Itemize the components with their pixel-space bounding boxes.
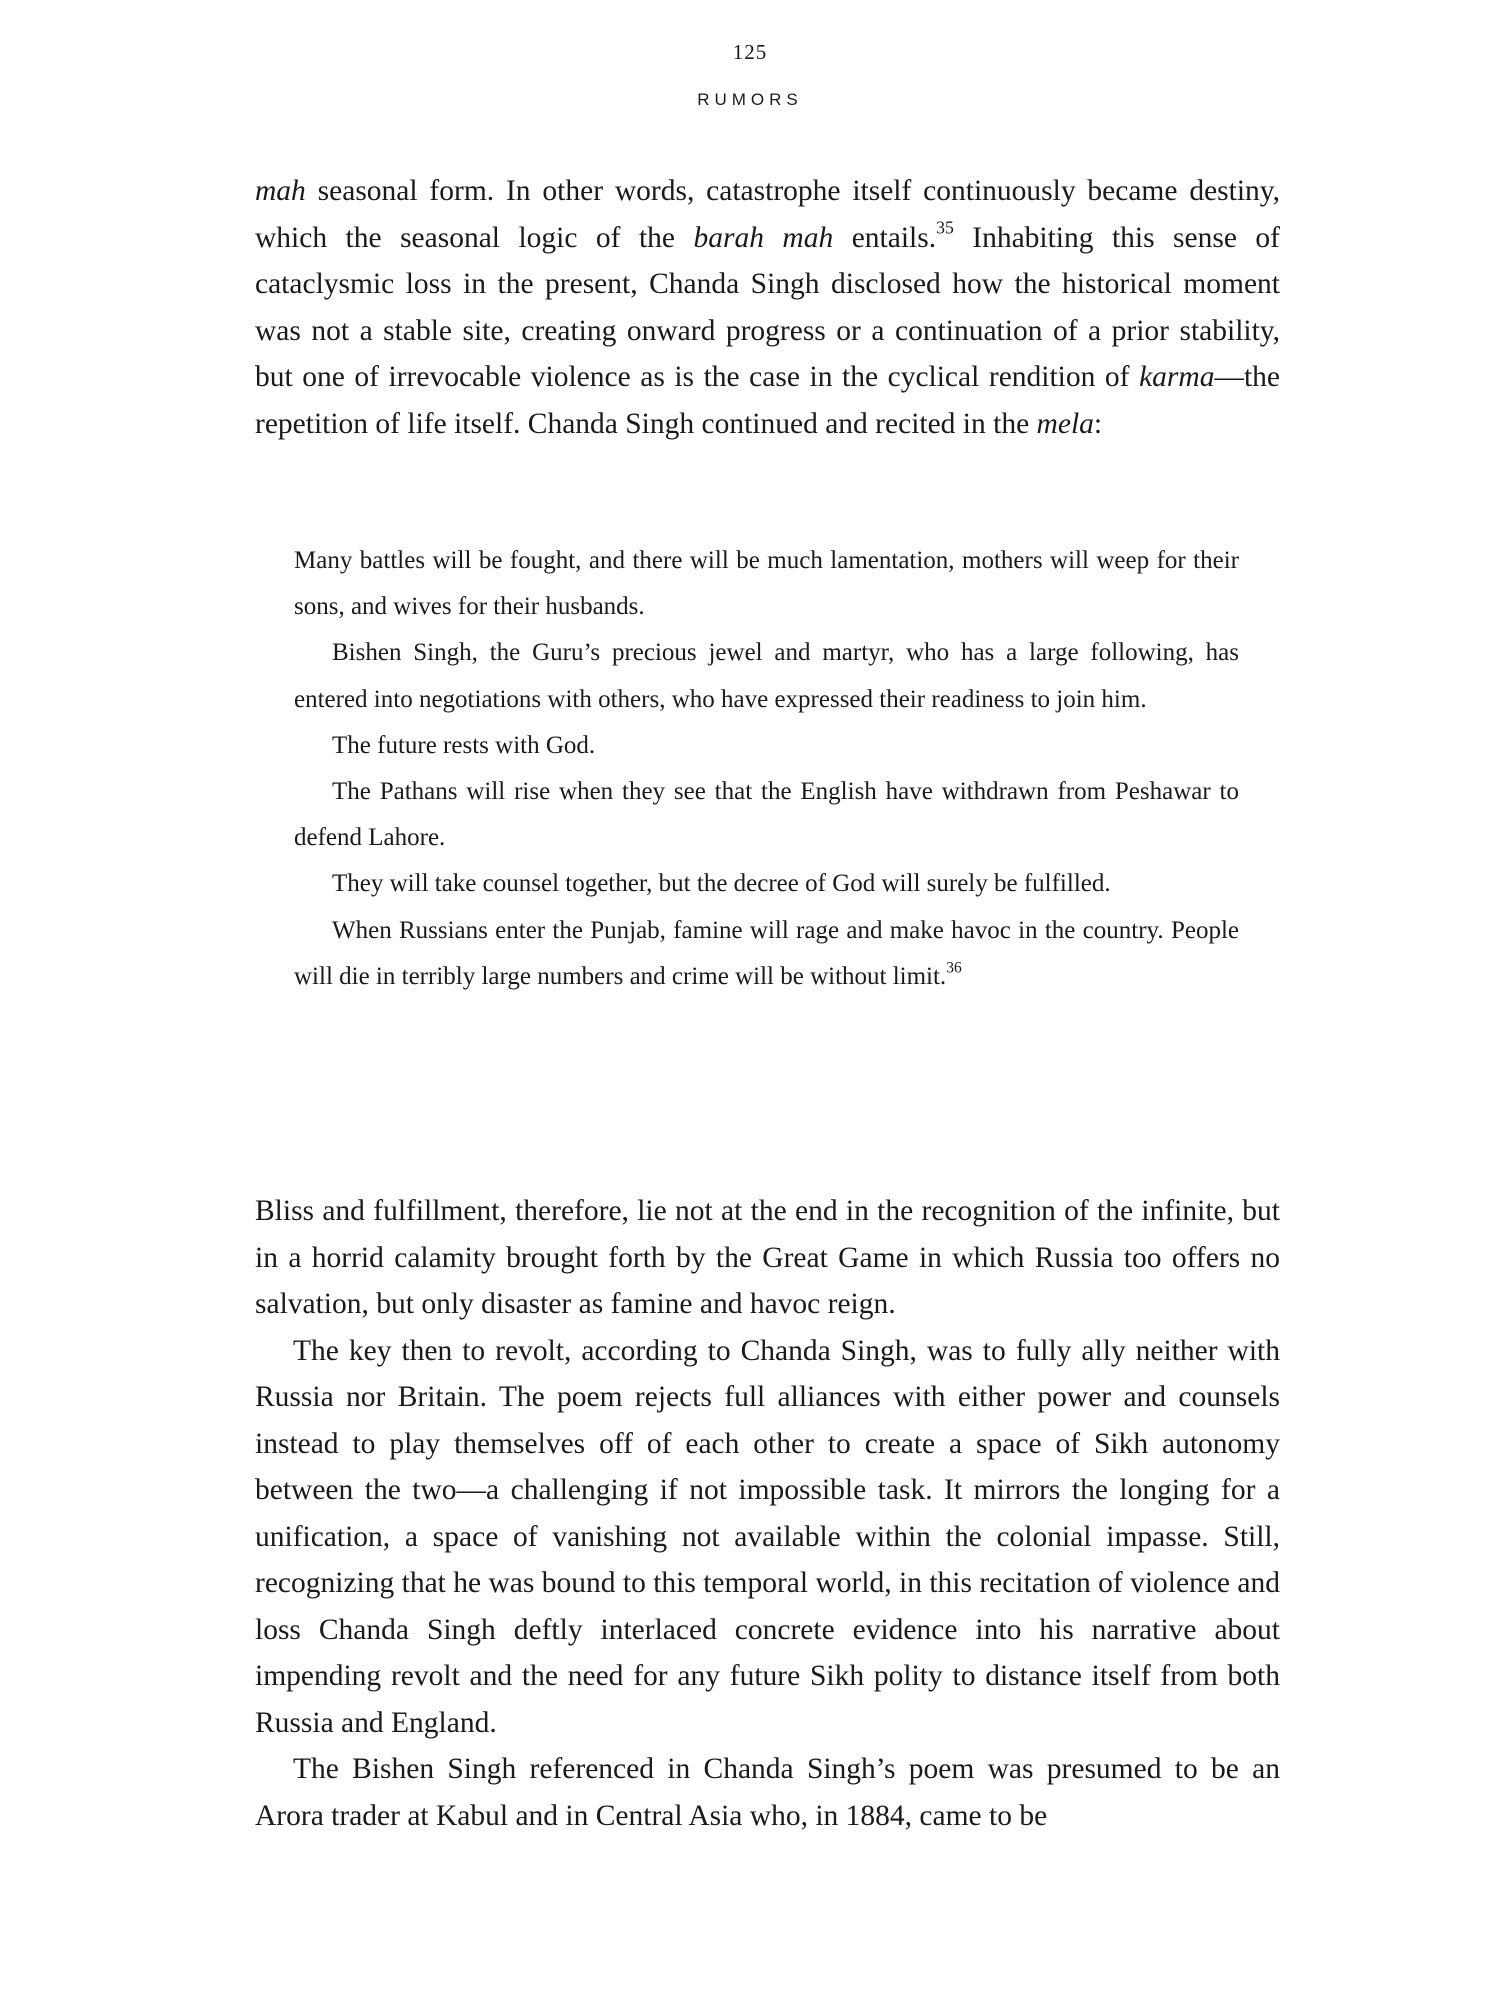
running-head: RUMORS [697,90,803,109]
paragraph-2: Bliss and fulfillment, therefore, lie not at the end in the recognition of the infinite, but in a horrid calamity brought forth by the Great Game in which Russia too offers no salvation, but only disaster as famine and havoc reign. [255,1195,1280,1320]
paragraph-3: The key then to revolt, according to Chanda Singh, was to fully ally neither with Russia nor Britain. The poem rejects full alliances with either power and counsels instead to play themselves off of each other to create a space of Sikh autonomy between the two—a challenging if not impossible task. It mirrors the longing for a unification, a space of vanishing not available within the colonial impasse. Still, recognizing that he was bound to this temporal world, in this recitation of violence and loss Chanda Singh deftly interlaced concrete evidence into his narrative about impending revolt and the need for any future Sikh polity to distance itself from both Russia and England. [255,1334,1280,1739]
block-quote [294,538,1239,1000]
quote-line: They will take counsel together, but the decree of God will surely be fulfilled. [332,870,1111,898]
body-text-bottom [255,1188,1280,1839]
quote-line-final [294,908,1239,1000]
italic-term: mah [255,175,306,207]
quote-line: The future rests with God. [332,731,596,759]
footnote-ref-35: 35 [936,217,954,238]
quote-line: The Pathans will rise when they see that the English have withdrawn from Peshawar to defend Lahore. [294,778,1239,852]
italic-term: karma [1139,361,1215,393]
italic-term: barah mah [693,221,834,254]
quote-line: Many battles will be fought, and there will be much lamentation, mothers will weep for their sons, and wives for their husbands. [294,547,1239,621]
paragraph-1 [255,168,1280,447]
page-number: 125 [732,40,768,64]
body-text-top [255,168,1280,447]
footnote-ref-36: 36 [946,959,962,977]
text-run: seasonal form. In other words, catastrophe itself continuously became destiny, which the seasonal logic of the [255,175,1280,254]
text-run: —the repetition of life itself. Chanda Singh continued and recited in the [255,361,1280,440]
text-run: : [1093,407,1103,440]
text-run: Inhabiting this sense of cataclysmic loss in the present, Chanda Singh disclosed how the historical moment was not a stable site, creating onward progress or a continuation of a prior stability, but one of irrevocable violence as is the case in the cyclical rendition of [255,221,1280,393]
quote-line: Bishen Singh, the Guru’s precious jewel and martyr, who has a large following, has entered into negotiations with others, who have expressed their readiness to join him. [294,639,1239,713]
text-run: entails. [833,221,937,254]
paragraph-4: The Bishen Singh referenced in Chanda Singh’s poem was presumed to be an Arora trader at Kabul and in Central Asia who, in 1884, came to be [255,1753,1280,1832]
text-run: When Russians enter the Punjab, famine will rage and make havoc in the country. People will die in terribly large numbers and crime will be without limit. [294,916,1239,990]
italic-term: mela [1036,407,1094,440]
